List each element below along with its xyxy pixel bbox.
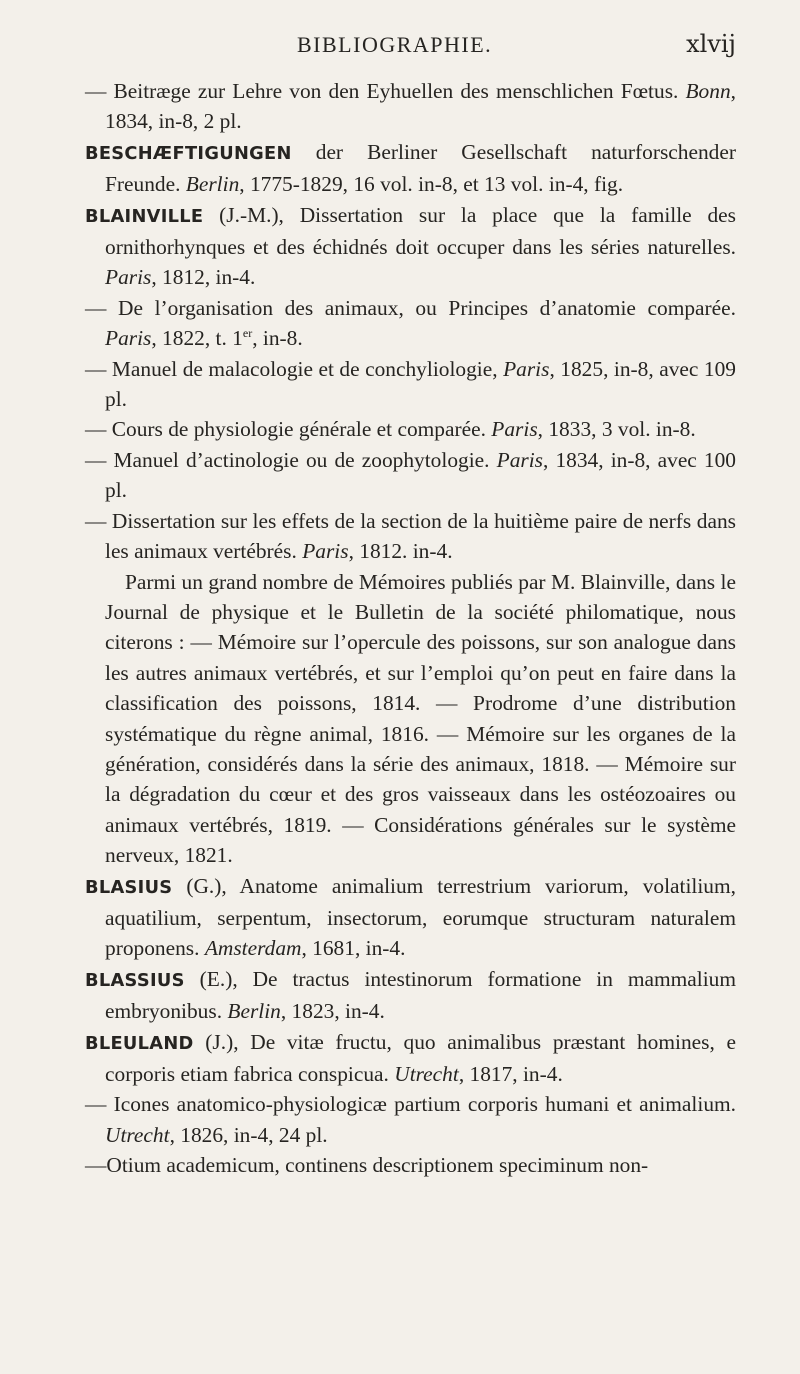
entry-place: Amsterdam <box>204 936 302 961</box>
entry-title: — Manuel d’actinologie ou de zoophytologie. <box>85 447 497 472</box>
bibliography-entry <box>85 445 736 506</box>
entry-author: BLAINVILLE <box>85 205 204 227</box>
entry-title: —Otium academicum, continens descriptionem speciminum non- <box>85 1153 649 1178</box>
entry-place: Paris <box>496 447 543 472</box>
entry-imprint: , 1812, in-4. <box>151 265 256 290</box>
entry-imprint: , 1817, in-4. <box>458 1062 563 1086</box>
entry-author: BLEULAND <box>85 1032 194 1054</box>
entry-title: (G.), Anatome animalium terrestrium variorum, volatilium, aquatilium, serpentum, insectorum, eorumque structuram naturalem proponens. <box>105 873 736 961</box>
entry-place: Utrecht <box>394 1062 459 1086</box>
entry-title: (E.), De tractus intestinorum formatione in mammalium embryonibus. <box>105 966 736 1024</box>
bibliography-entry <box>85 414 736 444</box>
entry-title: — De l’organisation des animaux, ou Principes d’anatomie comparée. <box>85 295 736 320</box>
entry-superscript: er <box>242 326 253 341</box>
entry-title: — Dissertation sur les effets de la section de la huitième paire de nerfs dans les animaux vertébrés. <box>85 508 736 564</box>
entry-imprint: , 1681, in-4. <box>301 936 406 961</box>
bibliography-entry <box>85 293 736 354</box>
page-header <box>85 30 736 70</box>
entry-title: — Manuel de malacologie et de conchyliologie, <box>85 356 504 381</box>
entry-imprint-end: , in-8. <box>252 326 303 351</box>
bibliography-entry <box>85 1027 736 1090</box>
entry-author: BLASSIUS <box>85 969 185 991</box>
entry-place: Utrecht <box>105 1122 170 1147</box>
bibliography-entry <box>85 506 736 567</box>
entry-imprint: , 1812. in-4. <box>348 539 453 564</box>
bibliography-entry <box>85 1150 736 1180</box>
entry-imprint: , 1826, in-4, 24 pl. <box>169 1122 328 1147</box>
entry-title: der Berliner Gesellschaft naturforschender Freunde. <box>105 139 736 197</box>
entry-imprint: , 1825, in-8, avec 109 pl. <box>105 356 736 412</box>
entry-author: BLASIUS <box>85 876 173 898</box>
entry-place: Berlin <box>227 999 281 1024</box>
running-head: BIBLIOGRAPHIE. <box>297 32 493 57</box>
entry-place: Paris <box>503 356 550 381</box>
entry-place: Berlin <box>185 172 240 197</box>
entry-imprint: , 1834, in-8, avec 100 pl. <box>105 447 737 503</box>
entry-author: BESCHÆFTIGUNGEN <box>85 142 292 164</box>
bibliography-entry <box>85 137 736 200</box>
bibliography-entry <box>85 871 736 964</box>
bibliography-entry <box>85 964 736 1027</box>
bibliography-entry <box>85 200 736 293</box>
bibliography-entry <box>85 354 736 415</box>
entry-title: — Icones anatomico-physiologicæ partium corporis humani et animalium. <box>85 1092 736 1117</box>
entry-title: (J.), De vitæ fructu, quo animalibus præstant homines, e corporis etiam fabrica conspicua. <box>105 1029 736 1086</box>
entry-title: — Cours de physiologie générale et comparée. <box>85 417 492 442</box>
bibliography-entry <box>85 1089 736 1150</box>
entry-place: Paris <box>105 265 152 290</box>
entry-place: Bonn <box>685 79 731 103</box>
entry-place: Paris <box>491 417 538 442</box>
bibliography-entry <box>85 76 736 137</box>
entry-place: Paris <box>302 539 349 564</box>
entry-imprint: , 1775-1829, 16 vol. in-8, et 13 vol. in-4, fig. <box>239 172 624 197</box>
entry-title: — Beitræge zur Lehre von den Eyhuellen des menschlichen Fœtus. <box>85 79 686 103</box>
entry-imprint: , 1822, t. 1 <box>151 326 243 351</box>
entry-place: Paris <box>105 326 152 351</box>
page-number: xlvij <box>686 30 736 58</box>
entry-title: (J.-M.), Dissertation sur la place que la famille des ornithorhynques et des échidnés doit occuper dans les séries naturelles. <box>105 202 736 260</box>
entry-imprint: , 1834, in-8, 2 pl. <box>105 79 736 134</box>
entry-imprint: , 1833, 3 vol. in-8. <box>537 417 696 442</box>
entry-imprint: , 1823, in-4. <box>280 999 385 1024</box>
bibliography-list <box>85 76 736 1181</box>
memoir-paragraph: Parmi un grand nombre de Mémoires publiés par M. Blainville, dans le Journal de physique et le Bulletin de la société philomatique, nous citerons : — Mémoire sur l’opercule des poissons, sur son analogue dans les autres animaux vertébrés, et sur l’emploi qu’on peut en faire dans la classification des poissons, 1814. — Prodrome d’une distribution systématique du règne animal, 1816. — Mémoire sur les organes de la génération, considérés dans la série des animaux, 1818. — Mémoire sur la dégradation du cœur et des gros vaisseaux dans les ostéozoaires ou animaux vertébrés, 1819. — Considérations générales sur le système nerveux, 1821. <box>105 569 736 868</box>
